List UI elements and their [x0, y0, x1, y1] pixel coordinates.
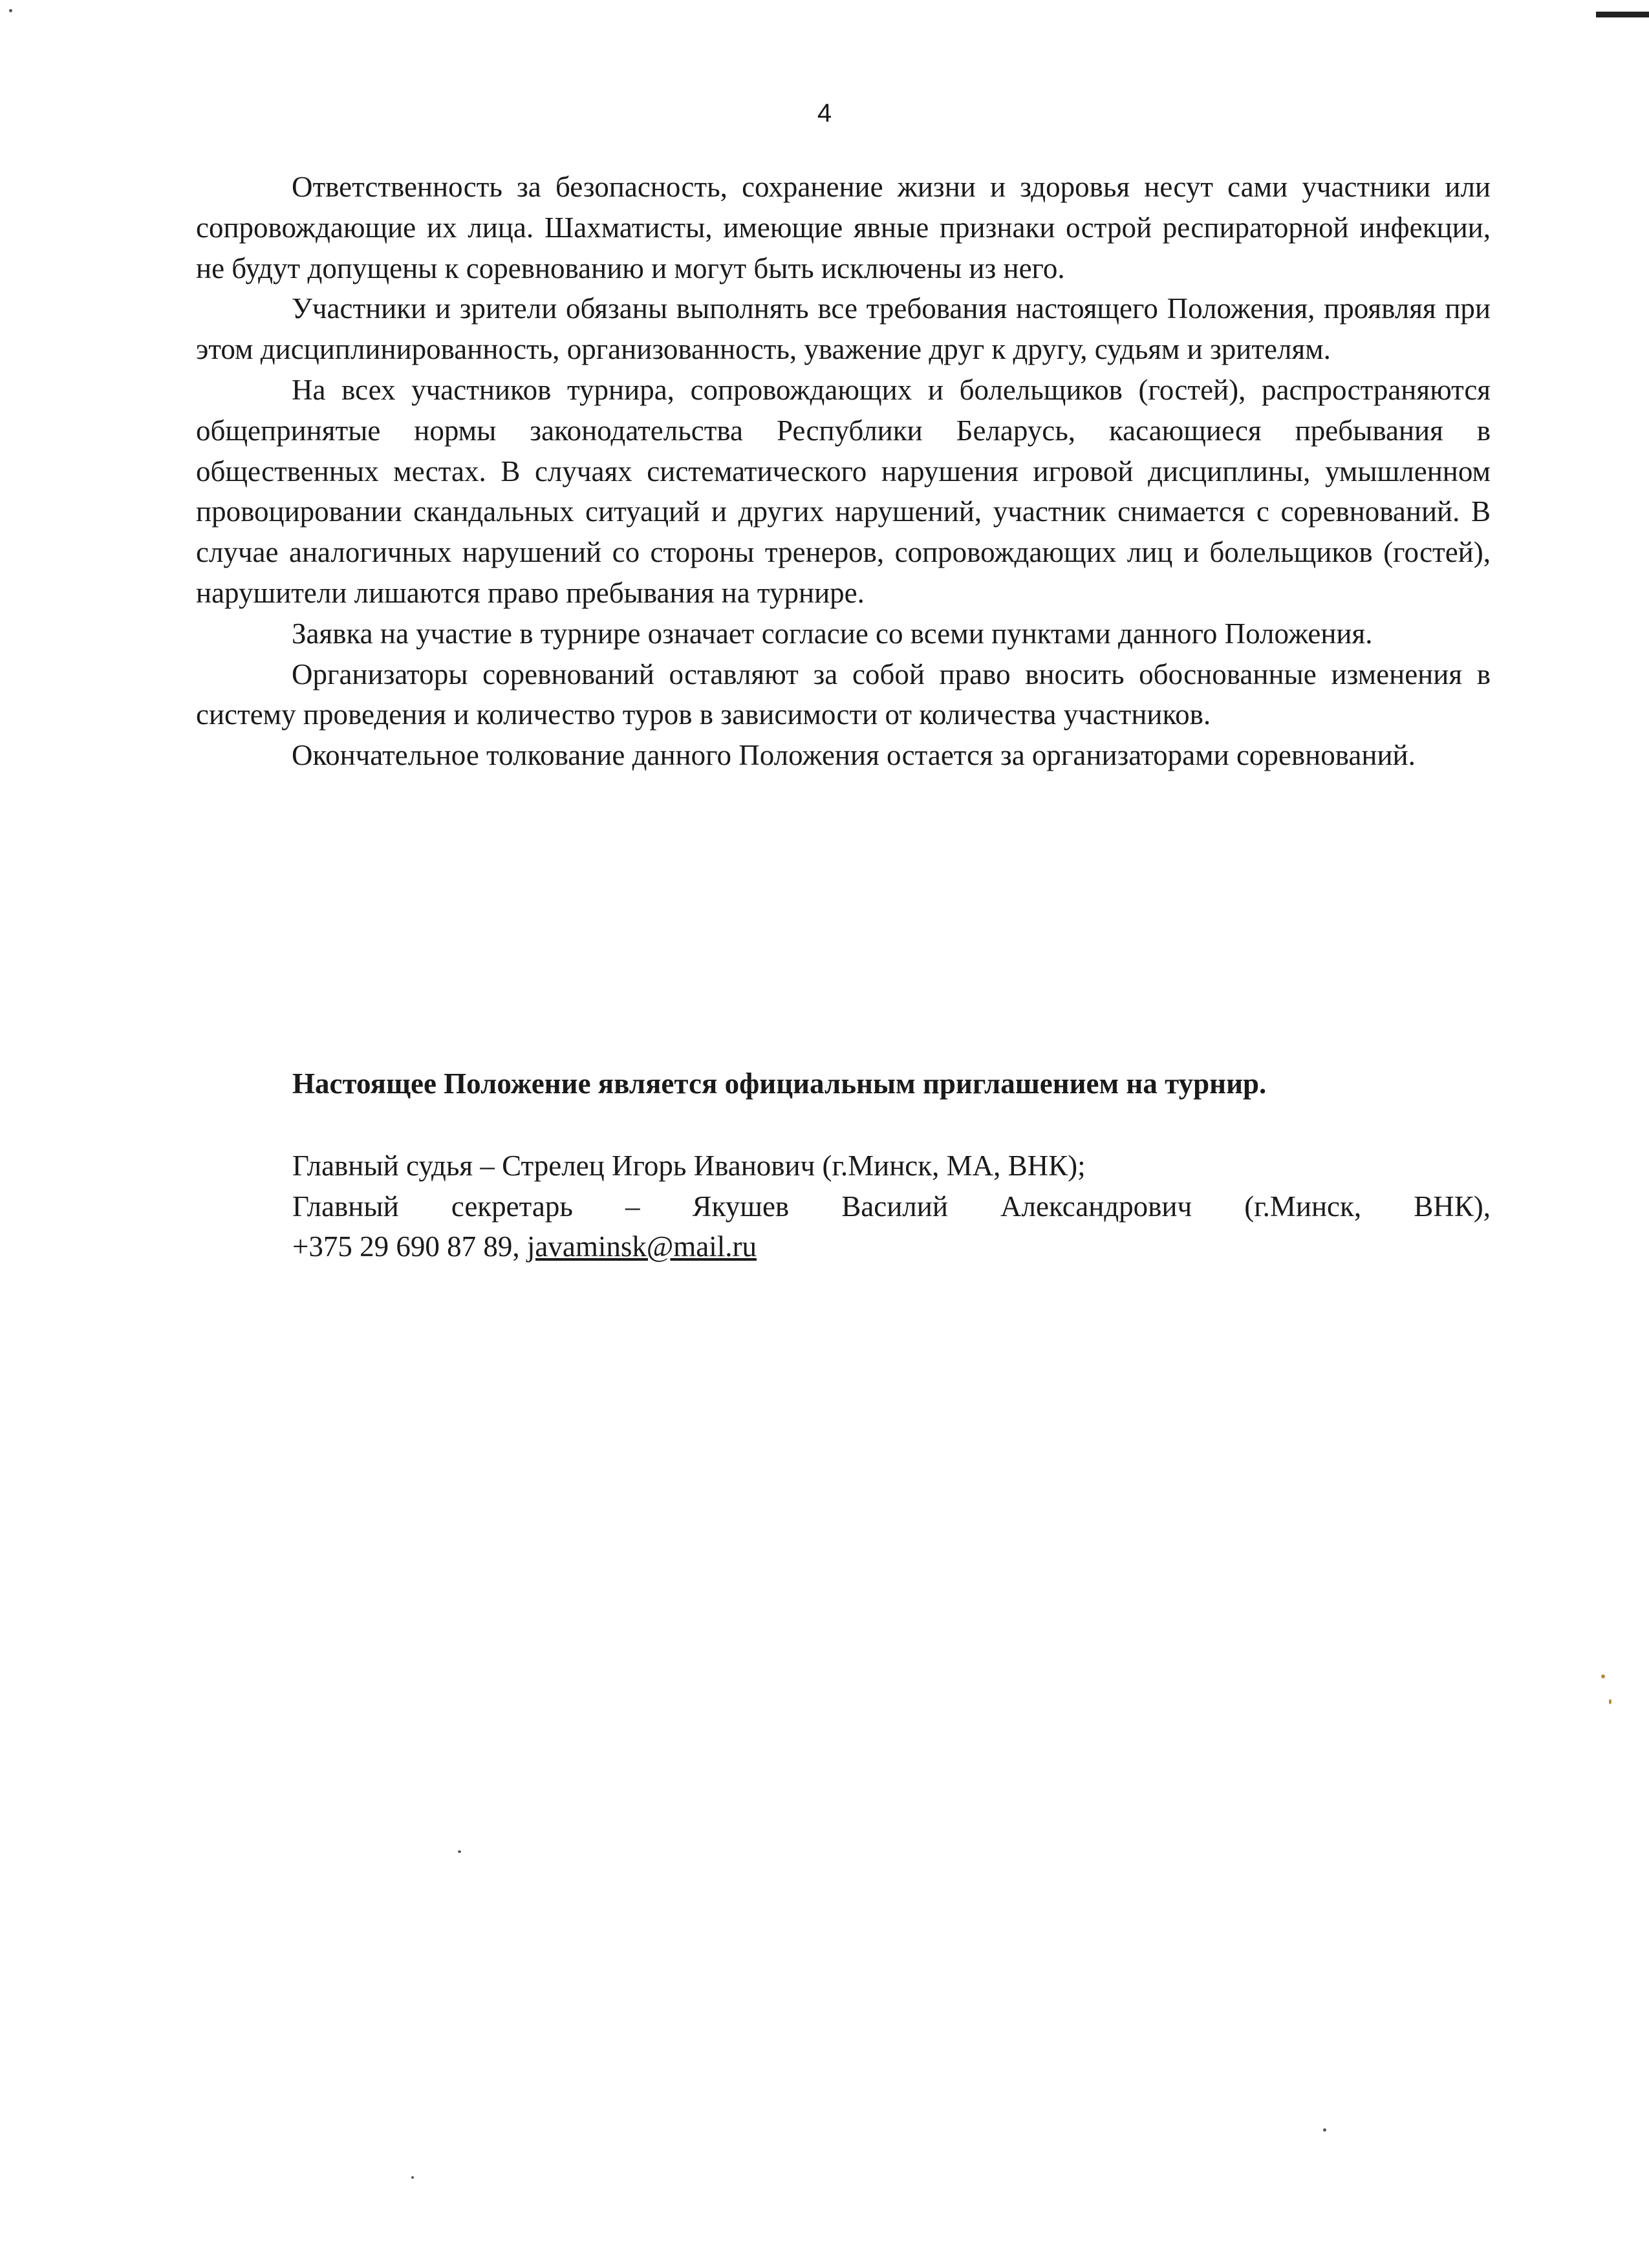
scan-speck	[458, 1850, 461, 1853]
regulation-body	[196, 167, 1491, 776]
scan-speck	[1609, 1699, 1611, 1704]
secretary-word: –	[625, 1190, 640, 1223]
paragraph-organizer-rights: Организаторы соревнований оставляют за собой право вносить обоснованные изменения в систему проведения и количество туров в зависимости от количества участников.	[196, 658, 1491, 731]
contact-email-link[interactable]: javaminsk@mail.ru	[526, 1230, 757, 1263]
chief-secretary-line	[292, 1186, 1491, 1227]
secretary-word: секретарь	[451, 1190, 573, 1223]
secretary-word: Василий	[841, 1190, 948, 1223]
contact-phone: +375 29 690 87 89,	[292, 1230, 520, 1263]
officials-block	[292, 1146, 1491, 1267]
scan-speck	[9, 9, 12, 12]
page-number: 4	[817, 99, 832, 127]
scan-artifact-mark	[1596, 12, 1649, 17]
secretary-word: Якушев	[692, 1190, 790, 1223]
chief-judge-line: Главный судья – Стрелец Игорь Иванович (г.Минск, МА, ВНК);	[292, 1150, 1086, 1182]
paragraph-obligations: Участники и зрители обязаны выполнять все требования настоящего Положения, проявляя при этом дисциплинированность, организованность, уважение друг к другу, судьям и зрителям.	[196, 292, 1491, 366]
official-invitation-statement: Настоящее Положение является официальным приглашением на турнир.	[292, 1067, 1267, 1100]
secretary-word: (г.Минск,	[1244, 1190, 1362, 1223]
contact-line	[292, 1226, 1491, 1267]
scan-speck	[1601, 1674, 1605, 1678]
paragraph-application-consent: Заявка на участие в турнире означает согласие со всеми пунктами данного Положения.	[292, 617, 1373, 650]
scan-speck	[1323, 2128, 1326, 2132]
secretary-word: Александрович	[1000, 1190, 1192, 1223]
paragraph-public-conduct: На всех участников турнира, сопровождающих и болельщиков (гостей), распространяются общепринятые нормы законодательства Республики Беларусь, касающиеся пребывания в общественных местах. В случаях систематического нарушения игровой дисциплины, умышленном провоцировании скандальных ситуаций и других нарушений, участник снимается с соревнований. В случае аналогичных нарушений со стороны тренеров, сопровождающих лиц и болельщиков (гостей), нарушители лишаются право пребывания на турнире.	[196, 373, 1491, 609]
secretary-word: Главный	[292, 1190, 399, 1223]
scan-speck	[411, 2176, 414, 2179]
secretary-word: ВНК),	[1414, 1190, 1491, 1223]
paragraph-final-interpretation: Окончательное толкование данного Положения остается за организаторами соревнований.	[292, 739, 1416, 772]
paragraph-safety-responsibility: Ответственность за безопасность, сохранение жизни и здоровья несут сами участники или сопровождающие их лица. Шахматисты, имеющие явные признаки острой респираторной инфекции, не будут допущены к соревнованию и могут быть исключены из него.	[196, 171, 1491, 284]
